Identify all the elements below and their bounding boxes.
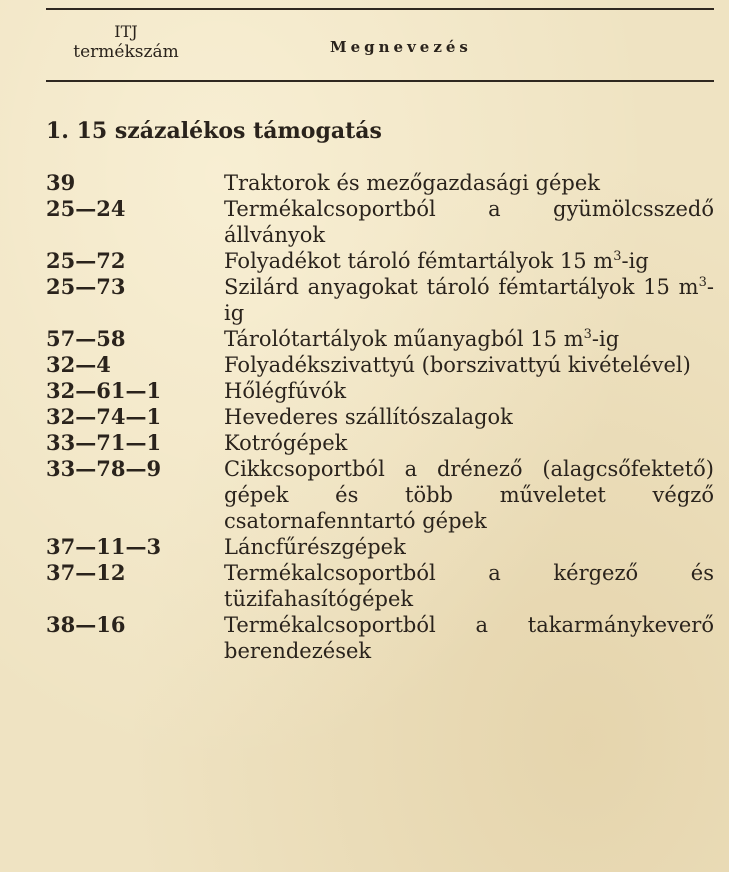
product-code: 32—4	[46, 352, 111, 377]
product-name: Termékalcsoportból a gyümölcsszedő állványok	[224, 197, 714, 247]
table-row	[46, 248, 714, 274]
table-row	[46, 612, 714, 664]
table-row	[46, 274, 714, 326]
product-name: Folyadékot tároló fémtartályok 15 $m^3-ig$	[224, 249, 649, 273]
product-name: Hőlégfúvók	[224, 379, 347, 403]
table-row	[46, 196, 714, 248]
product-table-body	[46, 170, 714, 664]
product-name: Tárolótartályok műanyagból 15 $m^3-ig$	[224, 327, 620, 351]
product-code: 39	[46, 170, 76, 195]
column-header-name: Megnevezés	[330, 38, 472, 56]
product-name: Kotrógépek	[224, 431, 348, 455]
product-code: 33—78—9	[46, 456, 162, 481]
table-top-rule	[46, 8, 714, 10]
table-row	[46, 326, 714, 352]
product-code: 32—74—1	[46, 404, 162, 429]
table-row	[46, 378, 714, 404]
product-code: 37—12	[46, 560, 126, 585]
product-code: 33—71—1	[46, 430, 162, 455]
table-row	[46, 534, 714, 560]
product-code: 25—24	[46, 196, 126, 221]
product-name: Hevederes szállítószalagok	[224, 405, 513, 429]
product-name: Cikkcsoportból a drénező (alagcsőfektető) gépek és több műveletet végző csatornafenntartó gépek	[224, 457, 714, 533]
table-row	[46, 456, 714, 534]
product-code: 38—16	[46, 612, 126, 637]
product-code: 57—58	[46, 326, 126, 351]
table-row	[46, 430, 714, 456]
section-title: 1. 15 százalékos támogatás	[46, 118, 382, 144]
table-row	[46, 560, 714, 612]
product-name: Láncfűrészgépek	[224, 535, 406, 559]
product-name: Folyadékszivattyú (borszivattyú kivételével)	[224, 353, 691, 377]
product-name: Termékalcsoportból a kérgező és tüzifahasítógépek	[224, 561, 714, 611]
product-name: Termékalcsoportból a takarmánykeverő berendezések	[224, 613, 714, 663]
column-header-product-number	[46, 22, 206, 62]
table-header-rule	[46, 80, 714, 82]
product-code: 25—72	[46, 248, 126, 273]
product-name: Szilárd anyagokat tároló fémtartályok 15 $m^3-ig$	[224, 275, 714, 325]
product-code: 25—73	[46, 274, 126, 299]
product-code: 37—11—3	[46, 534, 162, 559]
column-header-termekszam: termékszám	[73, 42, 179, 62]
table-row	[46, 352, 714, 378]
table-row	[46, 404, 714, 430]
column-header-itj: ITJ	[114, 22, 138, 41]
product-name: Traktorok és mezőgazdasági gépek	[224, 171, 600, 195]
table-row	[46, 170, 714, 196]
product-code: 32—61—1	[46, 378, 162, 403]
